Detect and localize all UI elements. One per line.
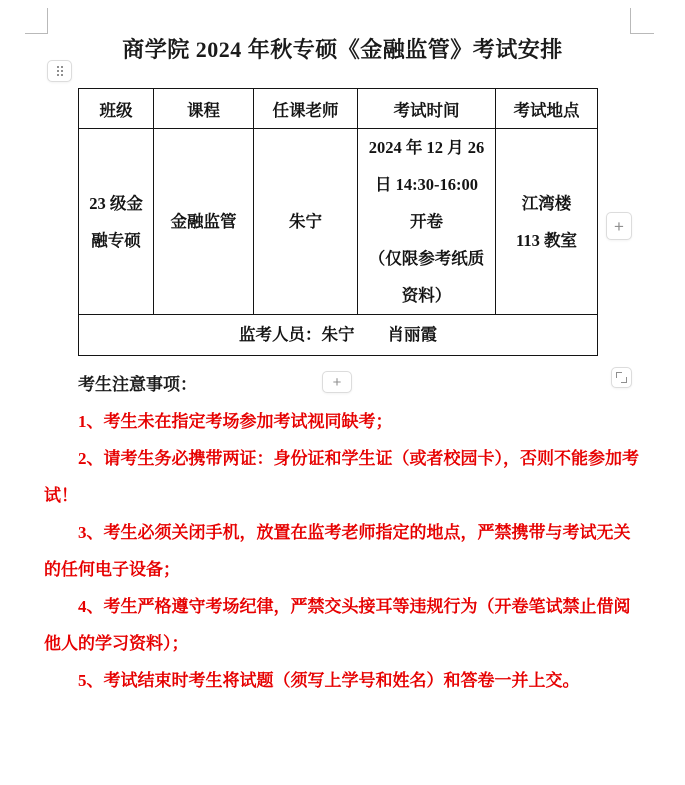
page-margin-corner-top-left-icon xyxy=(25,8,48,34)
grip-dots-icon xyxy=(57,66,59,68)
col-header-course: 课程 xyxy=(154,89,254,129)
page-margin-corner-top-right-icon xyxy=(630,8,654,34)
note-item-1: 1、考生未在指定考场参加考试视同缺考； xyxy=(78,412,393,431)
cell-line: 2024 年 12 月 26 xyxy=(368,138,485,157)
cell-invigilators: 监考人员：朱宁 肖丽霞 xyxy=(79,315,598,356)
note-item-5: 5、考试结束时考生将试题（须写上学号和姓名）和答卷一并上交。 xyxy=(78,671,580,690)
note-item-2: 2、请考生务必携带两证：身份证和学生证（或者校园卡），否则不能参加考试！ xyxy=(44,449,639,505)
document-title: 商学院 2024 年秋专硕《金融监管》考试安排 xyxy=(122,37,563,62)
table-row xyxy=(79,129,598,315)
cell-line: 开卷 xyxy=(410,212,443,231)
resize-table-button[interactable] xyxy=(611,367,632,388)
note-item-4: 4、考生严格遵守考场纪律，严禁交头接耳等违规行为（开卷笔试禁止借阅他人的学习资料）； xyxy=(44,597,631,653)
cell-location xyxy=(496,129,598,315)
cell-line: 113 教室 xyxy=(516,230,577,250)
cell-class xyxy=(79,129,154,315)
col-header-teacher: 任课老师 xyxy=(254,89,358,129)
cell-line: 日 14:30-16:00 xyxy=(374,175,479,194)
cell-teacher: 朱宁 xyxy=(254,129,358,315)
col-header-time: 考试时间 xyxy=(358,89,496,129)
notes-section xyxy=(44,366,644,699)
add-paragraph-button[interactable] xyxy=(322,371,352,393)
resize-corner-bottom-right-icon xyxy=(621,377,627,383)
table-header-row xyxy=(79,89,598,129)
cell-line: 23 级金 xyxy=(89,193,143,213)
cell-line: 融专硕 xyxy=(91,230,141,250)
col-header-class: 班级 xyxy=(79,89,154,129)
plus-icon: + xyxy=(614,216,624,236)
exam-table xyxy=(78,88,598,356)
cell-line: （仅限参考纸质 xyxy=(368,249,485,268)
notes-heading: 考生注意事项： xyxy=(78,375,197,394)
cell-time xyxy=(358,129,496,315)
cell-course: 金融监管 xyxy=(154,129,254,315)
plus-icon: + xyxy=(332,373,342,391)
add-table-row-button[interactable] xyxy=(606,212,632,240)
table-footer-row xyxy=(79,315,598,356)
cell-line: 资料） xyxy=(401,286,452,305)
block-drag-handle[interactable] xyxy=(47,60,72,82)
note-item-3: 3、考生必须关闭手机，放置在监考老师指定的地点，严禁携带与考试无关的任何电子设备； xyxy=(44,523,631,579)
cell-line: 江湾楼 xyxy=(521,193,572,213)
col-header-location: 考试地点 xyxy=(496,89,598,129)
